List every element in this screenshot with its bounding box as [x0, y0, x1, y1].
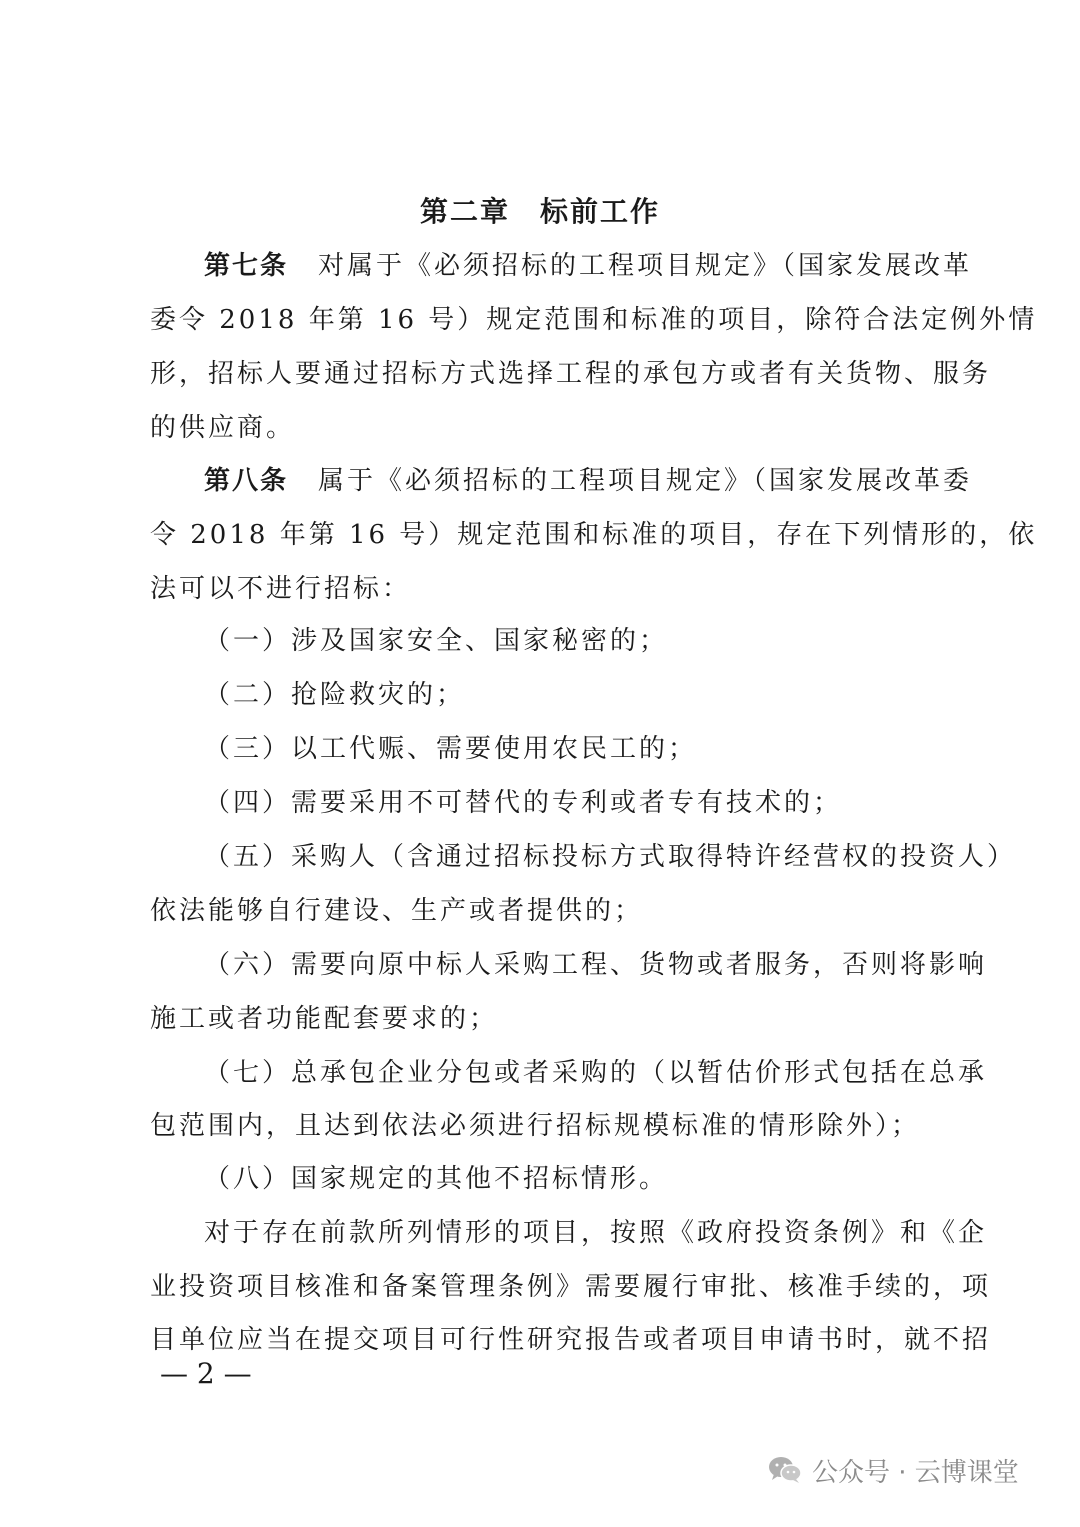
list-item-6-line-1: （六）需要向原中标人采购工程、货物或者服务，否则将影响	[204, 950, 988, 980]
article-7-label: 第七条	[204, 251, 289, 281]
list-item-2: （二）抢险救灾的；	[204, 680, 466, 710]
article-8-line-2: 令 2018 年第 16 号）规定范围和标准的项目，存在下列情形的，依	[150, 520, 1038, 550]
wechat-icon	[768, 1455, 802, 1485]
article-8-text-1: 属于《必须招标的工程项目规定》（国家发展改革委	[318, 466, 973, 496]
list-item-5-line-1: （五）采购人（含通过招标投标方式取得特许经营权的投资人）	[204, 842, 1017, 872]
page-number: — 2 —	[160, 1357, 252, 1390]
list-item-8: （八）国家规定的其他不招标情形。	[204, 1164, 669, 1194]
article-7-line-4: 的供应商。	[150, 413, 296, 443]
list-item-5-line-2: 依法能够自行建设、生产或者提供的；	[150, 896, 644, 926]
article-8-line-3: 法可以不进行招标：	[150, 574, 412, 604]
closing-line-3: 目单位应当在提交项目可行性研究报告或者项目申请书时，就不招	[150, 1325, 992, 1355]
article-8-label: 第八条	[204, 466, 289, 496]
article-7-line-1	[204, 246, 973, 286]
closing-line-2: 业投资项目核准和备案管理条例》需要履行审批、核准手续的，项	[150, 1272, 992, 1302]
list-item-7-line-1: （七）总承包企业分包或者采购的（以暂估价形式包括在总承	[204, 1058, 988, 1088]
watermark	[768, 1450, 1019, 1490]
list-item-6-line-2: 施工或者功能配套要求的；	[150, 1004, 499, 1034]
closing-line-1: 对于存在前款所列情形的项目，按照《政府投资条例》和《企	[204, 1218, 988, 1248]
article-7-line-3: 形，招标人要通过招标方式选择工程的承包方或者有关货物、服务	[150, 359, 992, 389]
list-item-3: （三）以工代赈、需要使用农民工的；	[204, 734, 698, 764]
chapter-title: 第二章 标前工作	[419, 195, 660, 228]
article-8-line-1	[204, 461, 973, 501]
list-item-7-line-2: 包范围内，且达到依法必须进行招标规模标准的情形除外）；	[150, 1111, 921, 1141]
article-7-text-1: 对属于《必须招标的工程项目规定》（国家发展改革	[318, 251, 973, 281]
list-item-4: （四）需要采用不可替代的专利或者专有技术的；	[204, 788, 843, 818]
watermark-text: 公众号 · 云博课堂	[812, 1457, 1019, 1488]
article-7-line-2: 委令 2018 年第 16 号）规定范围和标准的项目，除符合法定例外情	[150, 305, 1038, 335]
list-item-1: （一）涉及国家安全、国家秘密的；	[204, 626, 669, 656]
